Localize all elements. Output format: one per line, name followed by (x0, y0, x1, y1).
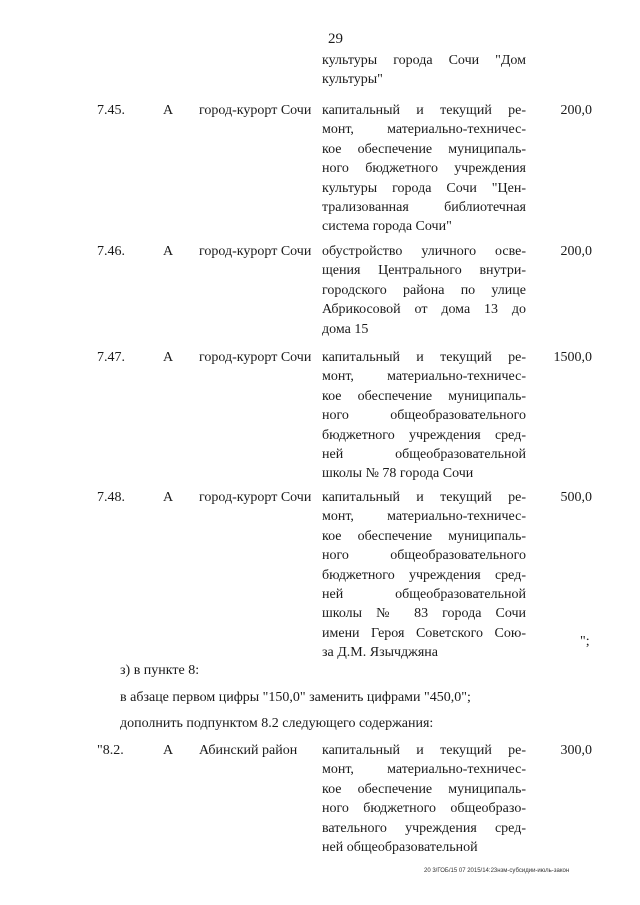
item-amount: 200,0 (560, 103, 592, 118)
item-amount: 300,0 (560, 743, 592, 758)
item-category: А (163, 103, 174, 118)
description-line: трализованная библиотечная (322, 199, 526, 215)
description-line: дома 15 (322, 321, 369, 337)
description-line: капитальный и текущий ре- (322, 103, 526, 118)
item-municipality: город-курорт Сочи (199, 350, 312, 365)
description-line: монт, материально-техничес- (322, 509, 526, 525)
item-municipality: город-курорт Сочи (199, 490, 312, 505)
description-line: ней общеобразовательной (322, 446, 526, 462)
item-number: 7.45. (97, 103, 125, 118)
footer-code: 20 3/ГОБ/15 07 2015/14:23нзм-субсидии-июль-закон (424, 868, 570, 874)
item-number: "8.2. (97, 743, 124, 758)
description-line: бюджетного учреждения сред- (322, 427, 526, 443)
item-description (322, 488, 526, 663)
description-line: имени Героя Советского Сою- (322, 625, 526, 641)
item-category: А (163, 244, 174, 259)
description-line: ней общеобразовательной (322, 839, 478, 855)
paragraph: з) в пункте 8: (120, 663, 200, 678)
item-description (322, 242, 526, 339)
description-line: монт, материально-техничес- (322, 762, 526, 778)
paragraph: в абзаце первом цифры "150,0" заменить цифрами "450,0"; (120, 690, 471, 705)
description-line: городского района по улице (322, 282, 526, 298)
description-line: кое обеспечение муниципаль- (322, 781, 526, 797)
item-category: А (163, 490, 174, 505)
page-number: 29 (328, 31, 343, 47)
description-line: капитальный и текущий ре- (322, 350, 526, 365)
description-line: ней общеобразовательной (322, 586, 526, 602)
description-line: кое обеспечение муниципаль- (322, 528, 526, 544)
continuation-text: культуры города Сочи "Дом культуры" (322, 53, 526, 88)
item-amount: 500,0 (560, 490, 592, 505)
description-line: обустройство уличного осве- (322, 244, 526, 259)
closing-quote: "; (580, 634, 590, 649)
item-number: 7.48. (97, 490, 125, 505)
description-line: культуры города Сочи "Цен- (322, 180, 526, 196)
item-category: А (163, 350, 174, 365)
description-line: ного бюджетного учреждения (322, 161, 526, 177)
item-municipality: город-курорт Сочи (199, 244, 312, 259)
description-line: вательного учреждения сред- (322, 820, 526, 836)
description-line: ного общеобразовательного (322, 548, 526, 564)
description-line: капитальный и текущий ре- (322, 490, 526, 505)
item-municipality: Абинский район (199, 743, 298, 758)
description-line: ного общеобразовательного (322, 408, 526, 424)
item-number: 7.47. (97, 350, 125, 365)
item-description (322, 348, 526, 484)
item-category: А (163, 743, 174, 758)
description-line: монт, материально-техничес- (322, 122, 526, 138)
item-amount: 200,0 (560, 244, 592, 259)
item-number: 7.46. (97, 244, 125, 259)
item-amount: 1500,0 (553, 350, 592, 365)
description-line: бюджетного учреждения сред- (322, 567, 526, 583)
item-description (322, 741, 526, 857)
description-line: монт, материально-техничес- (322, 369, 526, 385)
description-line: Абрикосовой от дома 13 до (322, 302, 526, 318)
paragraph: дополнить подпунктом 8.2 следующего содержания: (120, 716, 434, 731)
item-municipality: город-курорт Сочи (199, 103, 312, 118)
description-line: кое обеспечение муниципаль- (322, 388, 526, 404)
description-line: школы № 78 города Сочи (322, 466, 474, 482)
description-line: кое обеспечение муниципаль- (322, 141, 526, 157)
item-description (322, 101, 526, 237)
description-line: щения Центрального внутри- (322, 263, 526, 279)
description-line: система города Сочи" (322, 219, 452, 235)
description-line: капитальный и текущий ре- (322, 743, 526, 758)
description-line: школы № 83 города Сочи (322, 606, 526, 622)
description-line: за Д.М. Язычджяна (322, 645, 438, 661)
description-line: ного бюджетного общеобразо- (322, 801, 526, 817)
